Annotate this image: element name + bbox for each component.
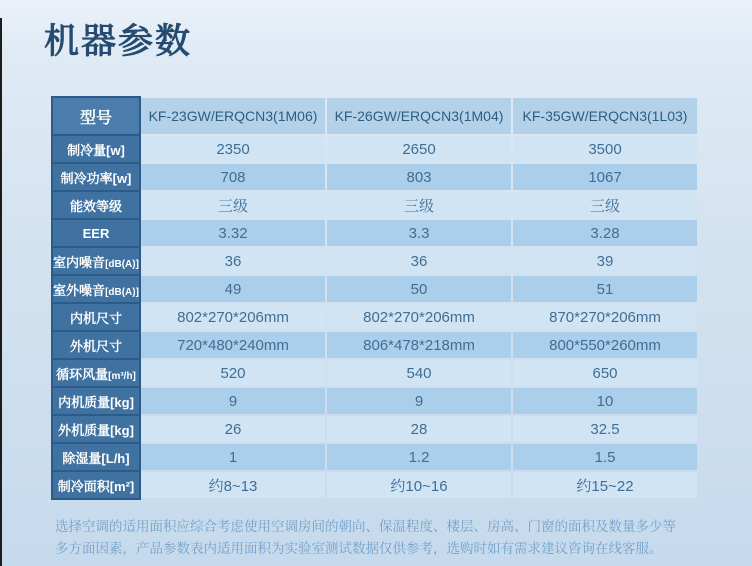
model-name-2: KF-26GW/ERQCN3(1M04): [327, 98, 511, 134]
spec-value: 50: [327, 276, 511, 302]
spec-value: 870*270*206mm: [513, 304, 697, 330]
spec-value: 802*270*206mm: [141, 304, 325, 330]
spec-label: 能效等级: [53, 192, 139, 218]
table-row-outdoor-unit-size: [53, 332, 697, 358]
spec-value: 1067: [513, 164, 697, 190]
spec-table: [51, 96, 699, 500]
spec-value: 约8~13: [141, 472, 325, 498]
spec-label: 循环风量[m³/h]: [53, 360, 139, 386]
spec-value: 540: [327, 360, 511, 386]
table-row-outdoor-unit-weight: [53, 416, 697, 442]
spec-label: 外机尺寸: [53, 332, 139, 358]
footer-note: [55, 516, 710, 560]
table-row-indoor-unit-weight: [53, 388, 697, 414]
spec-label: 室内噪音[dB(A)]: [53, 248, 139, 274]
spec-value: 708: [141, 164, 325, 190]
spec-label: 外机质量[kg]: [53, 416, 139, 442]
spec-value: 10: [513, 388, 697, 414]
spec-value: 650: [513, 360, 697, 386]
table-row-eer: [53, 220, 697, 246]
table-row-energy-rating: [53, 192, 697, 218]
footer-note-line1: 选择空调的适用面积应综合考虑使用空调房间的朝向、保温程度、楼层、房高、门窗的面积及数量多少等: [55, 519, 676, 534]
spec-value: 9: [141, 388, 325, 414]
model-name-1: KF-23GW/ERQCN3(1M06): [141, 98, 325, 134]
spec-label: 内机尺寸: [53, 304, 139, 330]
table-row-cooling-power: [53, 164, 697, 190]
left-window-border: [0, 18, 2, 566]
spec-value: 800*550*260mm: [513, 332, 697, 358]
spec-label: 内机质量[kg]: [53, 388, 139, 414]
table-row-cooling-area: [53, 472, 697, 498]
spec-value: 39: [513, 248, 697, 274]
spec-value: 三级: [327, 192, 511, 218]
spec-label: 制冷功率[w]: [53, 164, 139, 190]
spec-value: 3.32: [141, 220, 325, 246]
spec-unit: [dB(A)]: [105, 258, 139, 270]
spec-value: 9: [327, 388, 511, 414]
spec-label: 除湿量[L/h]: [53, 444, 139, 470]
spec-value: 约15~22: [513, 472, 697, 498]
spec-value: 803: [327, 164, 511, 190]
spec-value: 49: [141, 276, 325, 302]
spec-value: 51: [513, 276, 697, 302]
spec-value: 1.2: [327, 444, 511, 470]
spec-value: 3500: [513, 136, 697, 162]
page-title: 机器参数: [44, 22, 193, 61]
spec-unit: [m³/h]: [108, 370, 136, 382]
spec-value: 2350: [141, 136, 325, 162]
table-row-indoor-noise: [53, 248, 697, 274]
spec-value: 36: [327, 248, 511, 274]
model-label-cell: 型号: [53, 98, 139, 134]
spec-value: 三级: [513, 192, 697, 218]
table-header-row: [53, 98, 697, 134]
spec-value: 3.3: [327, 220, 511, 246]
spec-label: EER: [53, 220, 139, 246]
spec-value: 36: [141, 248, 325, 274]
spec-label: 室外噪音[dB(A)]: [53, 276, 139, 302]
table-row-indoor-unit-size: [53, 304, 697, 330]
table-row-cooling-capacity: [53, 136, 697, 162]
spec-label: 制冷量[w]: [53, 136, 139, 162]
spec-value: 26: [141, 416, 325, 442]
spec-label: 制冷面积[m²]: [53, 472, 139, 498]
spec-value: 1: [141, 444, 325, 470]
spec-unit: [dB(A)]: [105, 286, 139, 298]
spec-value: 约10~16: [327, 472, 511, 498]
table-row-outdoor-noise: [53, 276, 697, 302]
spec-value: 28: [327, 416, 511, 442]
spec-value: 2650: [327, 136, 511, 162]
spec-value: 802*270*206mm: [327, 304, 511, 330]
spec-value: 720*480*240mm: [141, 332, 325, 358]
spec-value: 1.5: [513, 444, 697, 470]
footer-note-line2: 多方面因素，产品参数表内适用面积为实验室测试数据仅供参考，选购时如有需求建议咨询在线客服。: [55, 541, 663, 556]
spec-value: 806*478*218mm: [327, 332, 511, 358]
model-name-3: KF-35GW/ERQCN3(1L03): [513, 98, 697, 134]
spec-value: 32.5: [513, 416, 697, 442]
table-row-dehumidification: [53, 444, 697, 470]
spec-value: 520: [141, 360, 325, 386]
table-row-air-circulation: [53, 360, 697, 386]
spec-value: 3.28: [513, 220, 697, 246]
spec-value: 三级: [141, 192, 325, 218]
